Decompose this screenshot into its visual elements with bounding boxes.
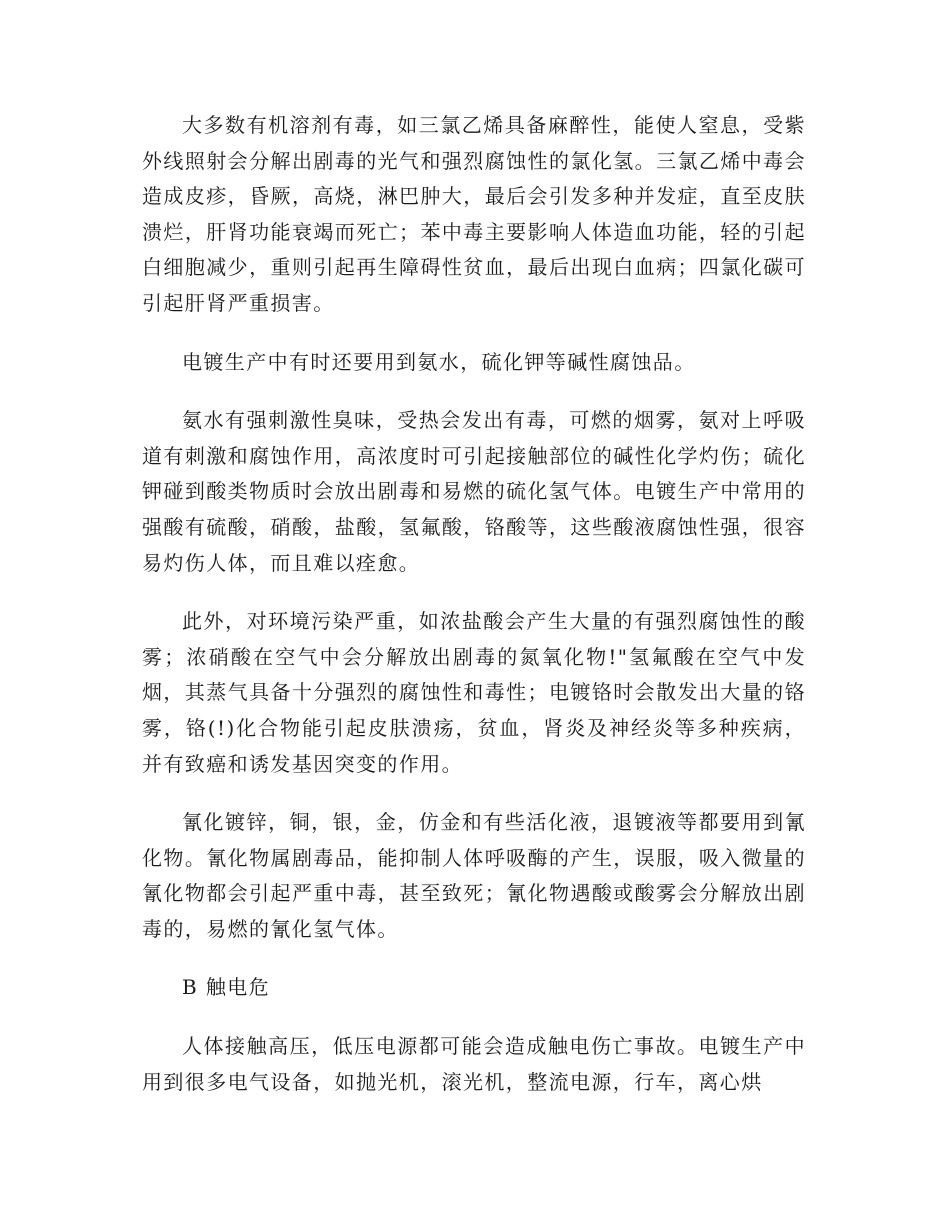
paragraph-ammonia-acids: 氨水有强刺激性臭味，受热会发出有毒，可燃的烟雾，氨对上呼吸道有刺激和腐蚀作用，高浓度时可引起接触部位的碱性化学灼伤；硫化钾碰到酸类物质时会放出剧毒和易燃的硫化氢气体。电镀生产中常用的强酸有硫酸，硝酸，盐酸，氢氟酸，铬酸等，这些酸液腐蚀性强，很容易灼伤人体，而且难以痊愈。 xyxy=(142,408,806,575)
section-heading-electric-shock: B 触电危 xyxy=(182,975,271,1000)
paragraph-pollution: 此外，对环境污染严重，如浓盐酸会产生大量的有强烈腐蚀性的酸雾；浓硝酸在空气中会分解放出剧毒的氮氧化物!"氢氟酸在空气中发烟，其蒸气具备十分强烈的腐蚀性和毒性；电镀铬时会散发出大量的铬雾，铬(!)化合物能引起皮肤溃疡，贫血，肾炎及神经炎等多种疾病，并有致癌和诱发基因突变的作用。 xyxy=(142,609,806,776)
paragraph-alkaline-corrosives: 电镀生产中有时还要用到氨水，硫化钾等碱性腐蚀品。 xyxy=(182,349,696,374)
paragraph-cyanide: 氰化镀锌，铜，银，金，仿金和有些活化液，退镀液等都要用到氰化物。氰化物属剧毒品，能抑制人体呼吸酶的产生，误服，吸入微量的氰化物都会引起严重中毒，甚至致死；氰化物遇酸或酸雾会分解放出剧毒的，易燃的氰化氢气体。 xyxy=(142,810,806,941)
paragraph-organic-solvents: 大多数有机溶剂有毒，如三氯乙烯具备麻醉性，能使人窒息，受紫外线照射会分解出剧毒的光气和强烈腐蚀性的氯化氢。三氯乙烯中毒会造成皮疹，昏厥，高烧，淋巴肿大，最后会引发多种并发症，直至皮肤溃烂，肝肾功能衰竭而死亡；苯中毒主要影响人体造血功能，轻的引起白细胞减少，重则引起再生障碍性贫血，最后出现白血病；四氯化碳可引起肝肾严重损害。 xyxy=(142,113,806,315)
paragraph-electric-shock: 人体接触高压，低压电源都可能会造成触电伤亡事故。电镀生产中用到很多电气设备，如抛光机，滚光机，整流电源，行车，离心烘 xyxy=(142,1034,806,1094)
document-page xyxy=(142,108,806,1123)
